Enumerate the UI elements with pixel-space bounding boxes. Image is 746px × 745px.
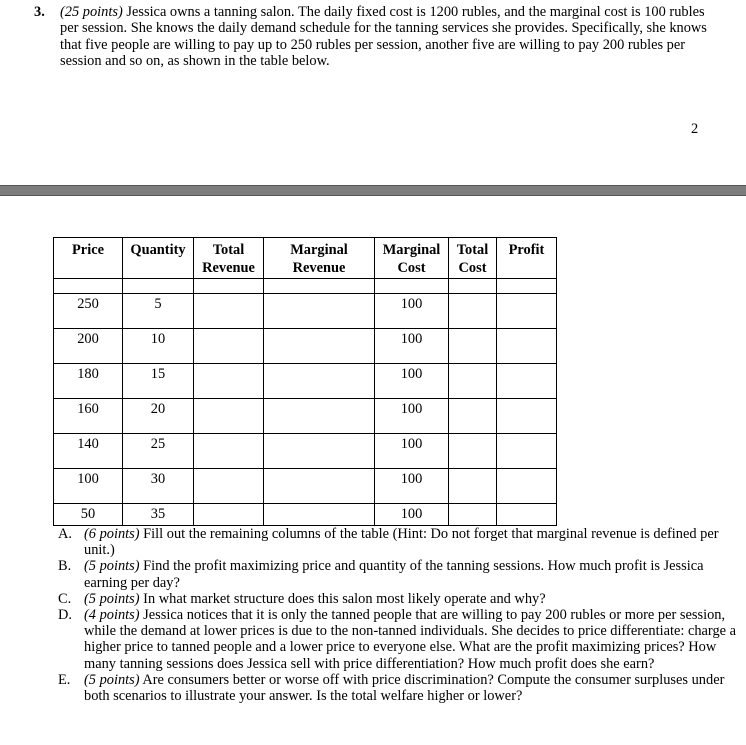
header-total-cost: Total Cost (449, 238, 497, 279)
cell-total-cost (449, 329, 497, 364)
cell-quantity: 30 (123, 469, 194, 504)
cell-marginal-cost: 100 (375, 504, 449, 526)
cell-total-revenue (194, 504, 264, 526)
cell-profit (497, 469, 557, 504)
cell-profit (497, 364, 557, 399)
header-profit: Profit (497, 238, 557, 279)
table-row (54, 469, 557, 504)
question-text: Jessica notices that it is only the tanned people that are willing to pay 200 rubles or more per session, while the demand at lower prices is due to the non-tanned individuals. She decides to price differentiate: charge a higher price to tanned people and a lower price to everyone else. What are the profit maximizing prices? How many tanning sessions does Jessica sell with price differentiation? How much profit does she earn? (84, 607, 737, 672)
cell-total-revenue (194, 364, 264, 399)
cell-profit (497, 434, 557, 469)
cell-marginal-revenue (264, 504, 375, 526)
cell-price: 100 (54, 469, 123, 504)
question-text: In what market structure does this salon most likely operate and why? (143, 590, 546, 607)
cell-total-revenue (194, 329, 264, 364)
question-points: (4 points) (84, 607, 140, 624)
question-c (58, 591, 738, 607)
page-break-divider (0, 185, 746, 196)
cell-marginal-cost: 100 (375, 434, 449, 469)
cell-total-revenue (194, 469, 264, 504)
cell-quantity: 5 (123, 294, 194, 329)
cell-total-cost (449, 434, 497, 469)
header-total-revenue: Total Revenue (194, 238, 264, 279)
problem-statement (34, 4, 724, 70)
header-marginal-revenue: Marginal Revenue (264, 238, 375, 279)
question-label: B. (58, 558, 72, 575)
question-list (58, 526, 738, 704)
cell-profit (497, 504, 557, 526)
cell-total-cost (449, 294, 497, 329)
problem-text: Jessica owns a tanning salon. The daily fixed cost is 1200 rubles, and the marginal cost is 100 rubles per session. She knows the daily demand schedule for the tanning services she provides. Specifically, she knows that five people are willing to pay up to 250 rubles per session, another five are willing to pay 200 rubles per session and so on, as shown in the table below. (60, 4, 707, 70)
table-header-row (54, 238, 557, 279)
cell-total-cost (449, 504, 497, 526)
question-e (58, 672, 738, 704)
cell-profit (497, 294, 557, 329)
cell-total-cost (449, 399, 497, 434)
table-row (54, 364, 557, 399)
cell-total-cost (449, 469, 497, 504)
cell-marginal-cost: 100 (375, 399, 449, 434)
table-row (54, 294, 557, 329)
question-points: (5 points) (84, 671, 140, 688)
cell-price: 250 (54, 294, 123, 329)
table-spacer-row (54, 279, 557, 294)
cell-marginal-revenue (264, 434, 375, 469)
cell-price: 140 (54, 434, 123, 469)
question-label: D. (58, 607, 72, 624)
question-d (58, 607, 738, 672)
cell-marginal-revenue (264, 364, 375, 399)
problem-points: (25 points) (60, 4, 123, 20)
question-points: (5 points) (84, 558, 140, 575)
cell-total-revenue (194, 434, 264, 469)
cell-marginal-revenue (264, 329, 375, 364)
cell-marginal-cost: 100 (375, 469, 449, 504)
table-row (54, 434, 557, 469)
cell-marginal-revenue (264, 469, 375, 504)
cell-quantity: 20 (123, 399, 194, 434)
cell-quantity: 25 (123, 434, 194, 469)
question-label: A. (58, 526, 72, 542)
page-number: 2 (691, 121, 699, 137)
cell-total-revenue (194, 399, 264, 434)
cell-marginal-revenue (264, 294, 375, 329)
cell-marginal-cost: 100 (375, 364, 449, 399)
cell-quantity: 15 (123, 364, 194, 399)
header-marginal-cost: Marginal Cost (375, 238, 449, 279)
question-text: Fill out the remaining columns of the table (Hint: Do not forget that marginal revenue is defined per unit.) (84, 526, 719, 559)
table-row (54, 504, 557, 526)
cell-marginal-cost: 100 (375, 294, 449, 329)
demand-schedule-table (53, 237, 557, 526)
table-row (54, 399, 557, 434)
header-price: Price (54, 238, 123, 279)
cell-price: 200 (54, 329, 123, 364)
cell-total-revenue (194, 294, 264, 329)
cell-total-cost (449, 364, 497, 399)
question-b (58, 558, 738, 590)
cell-price: 180 (54, 364, 123, 399)
cell-marginal-cost: 100 (375, 329, 449, 364)
question-text: Are consumers better or worse off with price discrimination? Compute the consumer surpluses under both scenarios to illustrate your answer. Is the total welfare higher or lower? (84, 671, 725, 705)
question-text: Find the profit maximizing price and quantity of the tanning sessions. How much profit is Jessica earning per day? (84, 558, 704, 591)
cell-profit (497, 329, 557, 364)
table-row (54, 329, 557, 364)
cell-quantity: 35 (123, 504, 194, 526)
question-points: (6 points) (84, 526, 140, 542)
question-label: E. (58, 671, 71, 688)
cell-quantity: 10 (123, 329, 194, 364)
question-label: C. (58, 590, 72, 607)
cell-marginal-revenue (264, 399, 375, 434)
question-points: (5 points) (84, 590, 140, 607)
cell-profit (497, 399, 557, 434)
header-quantity: Quantity (123, 238, 194, 279)
cell-price: 50 (54, 504, 123, 526)
cell-price: 160 (54, 399, 123, 434)
question-a (58, 526, 738, 558)
problem-number: 3. (34, 4, 45, 20)
